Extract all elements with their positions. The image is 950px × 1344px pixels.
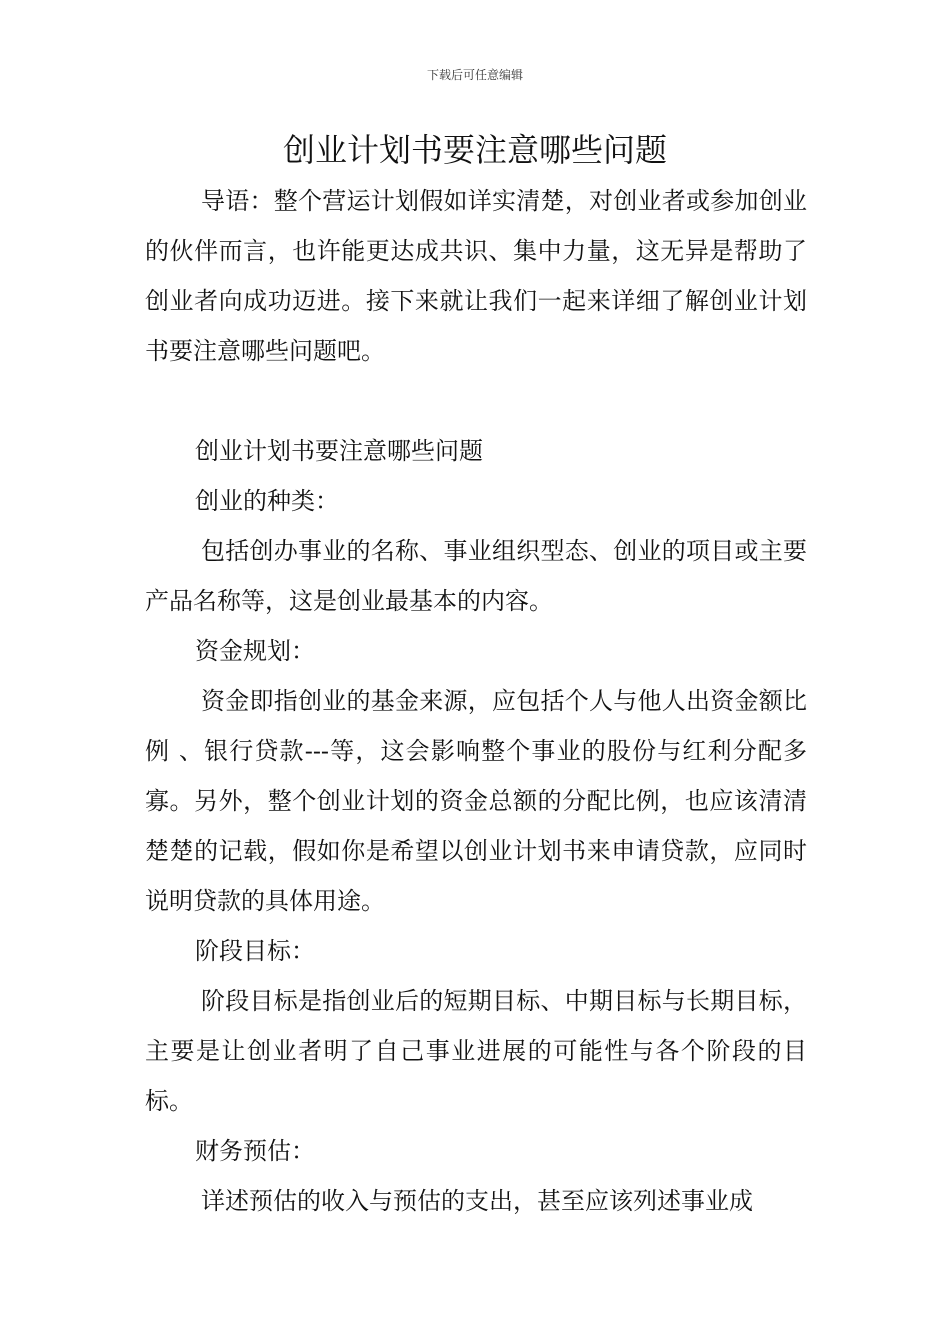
section-text-funding: 资金即指创业的基金来源，应包括个人与他人出资金额比例 、银行贷款---等，这会影响整个事业的股份与红利分配多寡。另外，整个创业计划的资金总额的分配比例，也应该清清楚楚的记载，假如你是希望以创业计划书来申请贷款，应同时说明贷款的具体用途。 [145, 687, 807, 915]
section-text-finance: 详述预估的收入与预估的支出，甚至应该列述事业成 [201, 1187, 753, 1215]
section-heading-types: 创业的种类： [195, 487, 339, 515]
blank-line [145, 376, 807, 426]
section-heading-finance: 财务预估： [195, 1137, 315, 1165]
section-heading-funding: 资金规划： [195, 637, 315, 665]
subtitle: 创业计划书要注意哪些问题 [195, 437, 483, 465]
document-title: 创业计划书要注意哪些问题 [282, 131, 667, 169]
intro-paragraph: 导语：整个营运计划假如详实清楚，对创业者或参加创业的伙伴而言，也许能更达成共识、集中力量，这无异是帮助了创业者向成功迈进。接下来就让我们一起来详细了解创业计划书要注意哪些问题吧。 [145, 187, 807, 365]
section-heading-goals: 阶段目标： [195, 937, 315, 965]
header-note: 下载后可任意编辑 [426, 68, 523, 82]
section-text-goals: 阶段目标是指创业后的短期目标、中期目标与长期目标，主要是让创业者明了自己事业进展的可能性与各个阶段的目标。 [145, 987, 807, 1115]
document-body [145, 176, 807, 1226]
section-text-types: 包括创办事业的名称、事业组织型态、创业的项目或主要产品名称等，这是创业最基本的内容。 [145, 537, 807, 615]
